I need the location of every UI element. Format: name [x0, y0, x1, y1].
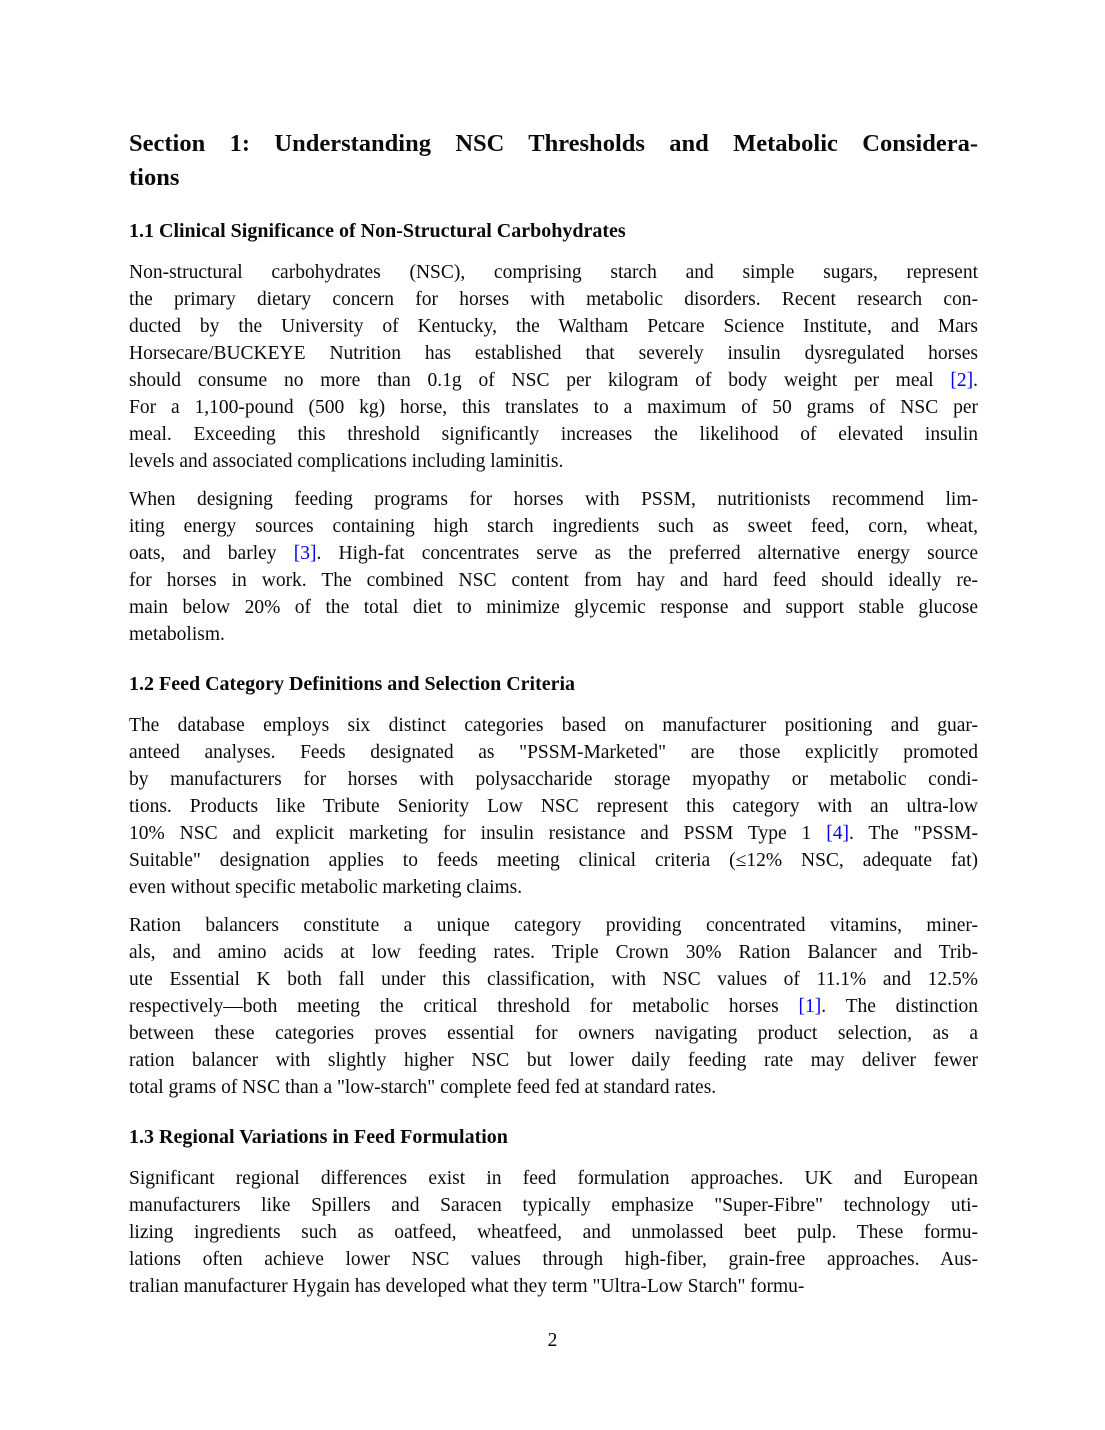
citation-link[interactable]: [1] [798, 996, 822, 1017]
text-line: tralian manufacturer Hygain has developed what they term "Ultra-Low Starch" formu- [129, 1276, 805, 1297]
citation-link[interactable]: [2] [950, 370, 974, 391]
text-line: 10% NSC and explicit marketing for insulin resistance and PSSM Type 1 [4]. The "PSSM- [129, 823, 978, 844]
text-line: Non-structural carbohydrates (NSC), comprising starch and simple sugars, represent [129, 262, 978, 283]
paragraph-regional-variations [129, 1165, 978, 1300]
text-line: Significant regional differences exist in feed formulation approaches. UK and European [129, 1168, 978, 1189]
text-line: metabolism. [129, 624, 225, 645]
text-line: ducted by the University of Kentucky, the Waltham Petcare Science Institute, and Mars [129, 316, 978, 337]
text-line: the primary dietary concern for horses with metabolic disorders. Recent research con- [129, 289, 978, 310]
section-heading [129, 127, 978, 195]
text-line: levels and associated complications including laminitis. [129, 451, 564, 472]
text-line: lizing ingredients such as oatfeed, wheatfeed, and unmolassed beet pulp. These formu- [129, 1222, 978, 1243]
document-content [129, 118, 978, 1311]
text-line: between these categories proves essential for owners navigating product selection, as a [129, 1023, 978, 1044]
citation-link[interactable]: [4] [826, 823, 849, 844]
text-line: oats, and barley [3]. High-fat concentrates serve as the preferred alternative energy source [129, 543, 979, 564]
paragraph-feed-categories-2 [129, 912, 978, 1101]
text-line: Horsecare/BUCKEYE Nutrition has established that severely insulin dysregulated horses [129, 343, 978, 364]
text-line: For a 1,100-pound (500 kg) horse, this translates to a maximum of 50 grams of NSC per [129, 397, 978, 418]
text-line: iting energy sources containing high starch ingredients such as sweet feed, corn, wheat, [129, 516, 978, 537]
page-number: 2 [547, 1330, 558, 1351]
text-line: main below 20% of the total diet to minimize glycemic response and support stable glucose [129, 597, 978, 618]
text-line: ute Essential K both fall under this classification, with NSC values of 11.1% and 12.5% [129, 969, 978, 990]
paragraph-feed-categories-1 [129, 712, 978, 901]
text-line: lations often achieve lower NSC values through high-fiber, grain-free approaches. Aus- [129, 1249, 978, 1270]
subsection-heading-1-3: 1.3 Regional Variations in Feed Formulation [129, 1126, 508, 1148]
heading-line: Section 1: Understanding NSC Thresholds and Metabolic Considera- [129, 130, 978, 157]
text-line: anteed analyses. Feeds designated as "PSSM-Marketed" are those explicitly promoted [129, 742, 978, 763]
citation-link[interactable]: [3] [293, 543, 317, 564]
text-line: by manufacturers for horses with polysaccharide storage myopathy or metabolic condi- [129, 769, 978, 790]
text-line: manufacturers like Spillers and Saracen typically emphasize "Super-Fibre" technology uti- [129, 1195, 978, 1216]
text-line: Suitable" designation applies to feeds meeting clinical criteria (≤12% NSC, adequate fat) [129, 850, 978, 871]
text-line: Ration balancers constitute a unique category providing concentrated vitamins, miner- [129, 915, 978, 936]
text-line: meal. Exceeding this threshold significantly increases the likelihood of elevated insulin [129, 424, 978, 445]
text-line: respectively—both meeting the critical threshold for metabolic horses [1]. The distinction [129, 996, 979, 1017]
text-line: even without specific metabolic marketing claims. [129, 877, 523, 898]
subsection-heading-1-1: 1.1 Clinical Significance of Non-Structural Carbohydrates [129, 220, 626, 242]
text-line: should consume no more than 0.1g of NSC per kilogram of body weight per meal [2]. [129, 370, 978, 391]
text-line: The database employs six distinct categories based on manufacturer positioning and guar- [129, 715, 978, 736]
text-line: als, and amino acids at low feeding rates. Triple Crown 30% Ration Balancer and Trib- [129, 942, 978, 963]
text-line: for horses in work. The combined NSC content from hay and hard feed should ideally re- [129, 570, 978, 591]
heading-line: tions [129, 164, 180, 191]
text-line: When designing feeding programs for horses with PSSM, nutritionists recommend lim- [129, 489, 978, 510]
text-line: ration balancer with slightly higher NSC but lower daily feeding rate may deliver fewer [129, 1050, 978, 1071]
subsection-heading-1-2: 1.2 Feed Category Definitions and Selection Criteria [129, 673, 576, 695]
text-line: total grams of NSC than a "low-starch" complete feed fed at standard rates. [129, 1077, 717, 1098]
text-line: tions. Products like Tribute Seniority Low NSC represent this category with an ultra-low [129, 796, 978, 817]
paragraph-clinical-significance-1 [129, 259, 978, 475]
paragraph-clinical-significance-2 [129, 486, 978, 648]
